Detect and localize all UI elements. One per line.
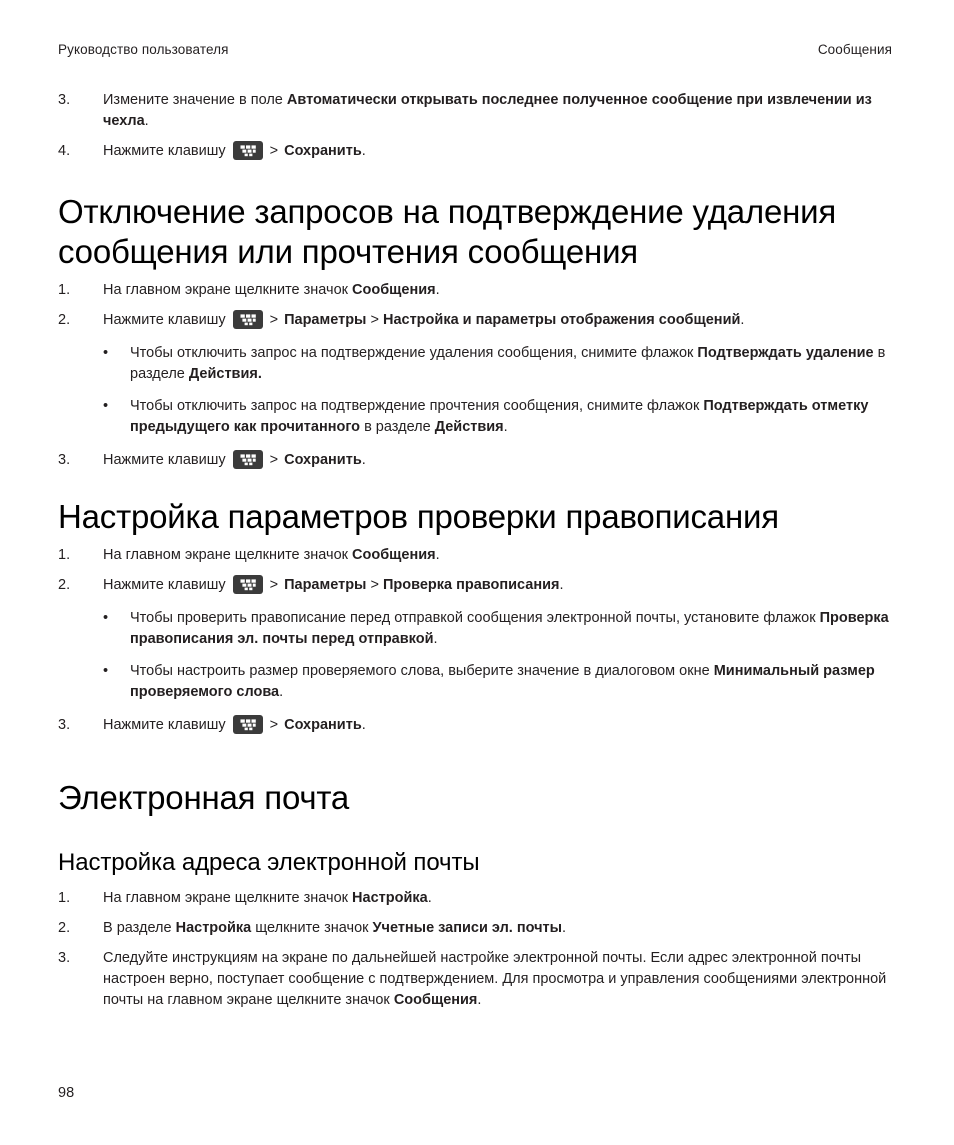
numbered-step	[58, 888, 894, 909]
running-header	[58, 42, 892, 58]
emphasis-text: Параметры	[284, 312, 367, 328]
step-number: 1.	[58, 890, 71, 906]
bullet-list-wrapper	[58, 608, 894, 703]
emphasis-text: Сообщения	[352, 282, 436, 298]
bullet-item	[103, 608, 894, 650]
step-list	[58, 280, 894, 331]
emphasis-text: Действия	[434, 419, 504, 435]
body-text: >	[366, 577, 383, 593]
bullet-marker: •	[103, 663, 109, 679]
numbered-step	[58, 545, 894, 566]
step-number: 3.	[58, 950, 71, 966]
body-text: Чтобы отключить запрос на подтверждение удаления сообщения, снимите флажок	[130, 345, 698, 361]
numbered-step	[58, 948, 894, 1011]
emphasis-text: Настройка и параметры отображения сообщений	[382, 312, 741, 328]
body-text: .	[427, 890, 432, 906]
step-number: 1.	[58, 282, 71, 298]
section-heading-block	[58, 497, 894, 537]
step-number: 4.	[58, 143, 71, 159]
emphasis-text: Сохранить	[284, 143, 362, 159]
blackberry-menu-key-icon	[233, 575, 263, 594]
blackberry-menu-key-icon	[233, 310, 263, 329]
body-text: Чтобы настроить размер проверяемого слова, выберите значение в диалоговом окне	[130, 663, 714, 679]
body-text: .	[562, 920, 567, 936]
step-number: 1.	[58, 547, 71, 563]
subsection-heading: Настройка адреса электронной почты	[58, 849, 480, 876]
body-text: в разделе	[360, 419, 435, 435]
body-text: Нажмите клавишу	[103, 717, 226, 733]
body-text: .	[361, 452, 366, 468]
body-text: .	[740, 312, 745, 328]
section-heading-block	[58, 192, 894, 272]
body-text: .	[361, 143, 366, 159]
menu-separator: >	[269, 312, 279, 328]
emphasis-text: Сохранить	[284, 452, 362, 468]
emphasis-text: Подтверждать удаление	[697, 345, 874, 361]
body-text: щелкните значок	[251, 920, 373, 936]
emphasis-text: Подтверждать отметку предыдущего как прочитанного	[130, 398, 869, 435]
body-text: .	[435, 282, 440, 298]
emphasis-text: Параметры	[284, 577, 367, 593]
body-text: Нажмите клавишу	[103, 312, 226, 328]
emphasis-text: Автоматически открывать последнее полученное сообщение при извлечении из чехла	[103, 92, 872, 129]
subsection-heading-block	[58, 848, 894, 878]
blackberry-menu-key-icon	[233, 141, 263, 160]
step-number: 2.	[58, 312, 71, 328]
continued-step-list	[58, 90, 894, 162]
body-text: .	[144, 113, 149, 129]
numbered-step	[58, 280, 894, 301]
page-number: 98	[58, 1085, 75, 1101]
step-list-final	[58, 450, 894, 471]
running-header-right: Сообщения	[817, 42, 892, 57]
menu-separator: >	[269, 452, 279, 468]
emphasis-text: Проверка правописания эл. почты перед отправкой	[130, 610, 889, 647]
body-text: .	[435, 547, 440, 563]
step-number: 3.	[58, 717, 71, 733]
emphasis-text: Настройка	[352, 890, 428, 906]
page-content	[58, 90, 894, 1020]
body-text: >	[366, 312, 383, 328]
numbered-step	[58, 450, 894, 471]
numbered-step	[58, 715, 894, 736]
numbered-step	[58, 918, 894, 939]
numbered-step	[58, 90, 894, 132]
step-number: 2.	[58, 920, 71, 936]
body-text: В разделе	[103, 920, 176, 936]
menu-separator: >	[269, 143, 279, 159]
emphasis-text: Сообщения	[352, 547, 436, 563]
step-list	[58, 545, 894, 596]
blackberry-menu-key-icon	[233, 715, 263, 734]
body-text: Чтобы проверить правописание перед отправкой сообщения электронной почты, установите флажок	[130, 610, 820, 626]
numbered-step	[58, 310, 894, 331]
menu-separator: >	[269, 577, 279, 593]
emphasis-text: Настройка	[175, 920, 252, 936]
body-text: в разделе	[130, 345, 886, 382]
step-number: 3.	[58, 452, 71, 468]
body-text: На главном экране щелкните значок	[103, 282, 353, 298]
emphasis-text: Действия.	[188, 366, 262, 382]
menu-separator: >	[269, 717, 279, 733]
body-text: .	[279, 684, 284, 700]
body-text: .	[559, 577, 564, 593]
emphasis-text: Проверка правописания	[382, 577, 560, 593]
section-heading: Настройка параметров проверки правописания	[58, 498, 779, 535]
bullet-list-wrapper	[58, 343, 894, 438]
body-text: Чтобы отключить запрос на подтверждение прочтения сообщения, снимите флажок	[130, 398, 704, 414]
chapter-heading: Электронная почта	[58, 779, 350, 816]
step-list	[58, 888, 894, 1011]
running-header-left: Руководство пользователя	[58, 42, 229, 57]
bullet-list	[103, 343, 894, 438]
body-text: На главном экране щелкните значок	[103, 547, 353, 563]
blackberry-menu-key-icon	[233, 450, 263, 469]
bullet-list	[103, 608, 894, 703]
bullet-item	[103, 396, 894, 438]
body-text: Измените значение в поле	[103, 92, 287, 108]
emphasis-text: Сообщения	[393, 992, 478, 1008]
bullet-item	[103, 343, 894, 385]
body-text: Нажмите клавишу	[103, 452, 226, 468]
emphasis-text: Минимальный размер проверяемого слова	[130, 663, 875, 700]
body-text: Нажмите клавишу	[103, 577, 226, 593]
step-number: 2.	[58, 577, 71, 593]
body-text: .	[503, 419, 508, 435]
step-number: 3.	[58, 92, 71, 108]
bullet-item	[103, 661, 894, 703]
emphasis-text: Сохранить	[284, 717, 362, 733]
body-text: На главном экране щелкните значок	[103, 890, 353, 906]
chapter-heading-block	[58, 778, 894, 818]
bullet-marker: •	[103, 345, 109, 361]
body-text: Следуйте инструкциям на экране по дальнейшей настройке электронной почты. Если адрес электронной почты настроен верно, поступает сообщение с подтверждением. Для просмотра и управления сообщениями электронной почты на главном экране щелкните значок	[103, 950, 887, 1008]
numbered-step	[58, 141, 894, 162]
body-text: Нажмите клавишу	[103, 143, 226, 159]
bullet-marker: •	[103, 610, 109, 626]
body-text: .	[433, 631, 438, 647]
section-heading: Отключение запросов на подтверждение удаления сообщения или прочтения сообщения	[58, 193, 837, 270]
numbered-step	[58, 575, 894, 596]
body-text: .	[361, 717, 366, 733]
body-text: .	[477, 992, 482, 1008]
step-list-final	[58, 715, 894, 736]
emphasis-text: Учетные записи эл. почты	[372, 920, 562, 936]
bullet-marker: •	[103, 398, 109, 414]
